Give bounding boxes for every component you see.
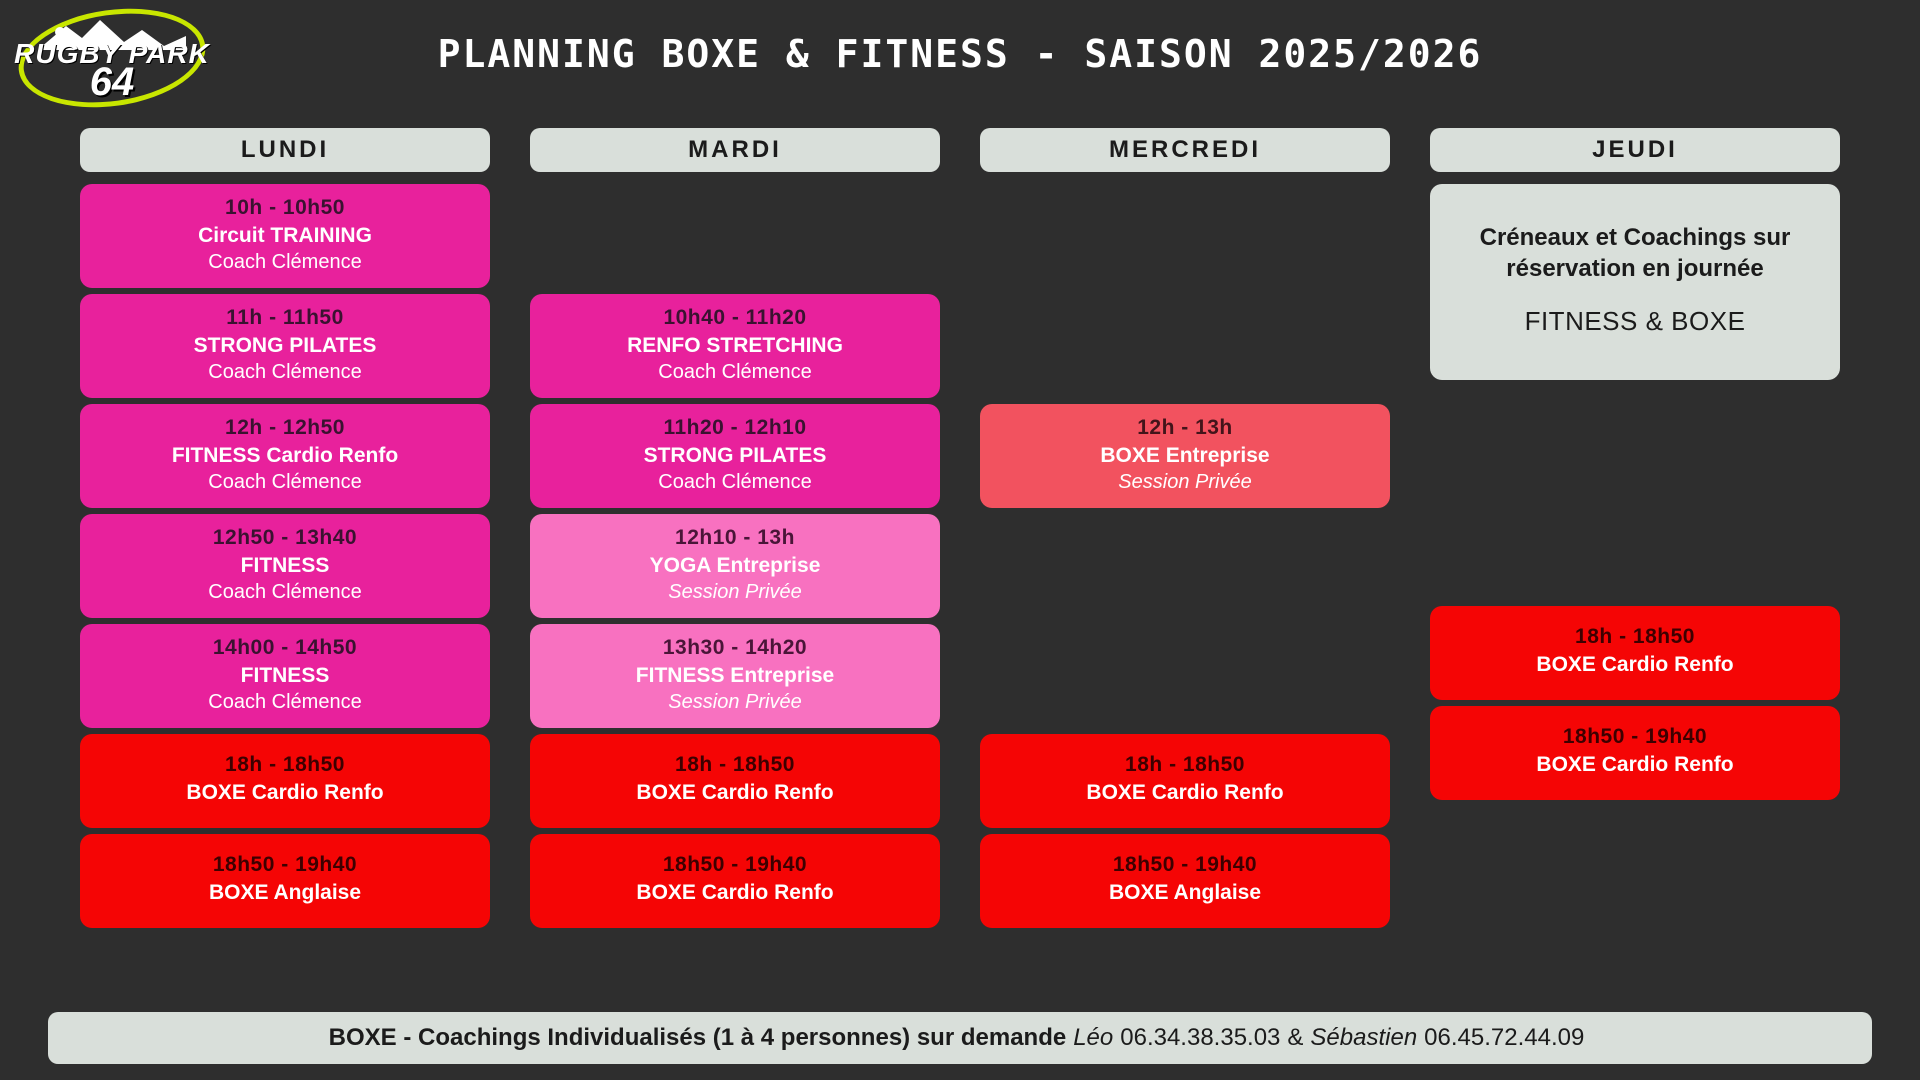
schedule-grid xyxy=(80,128,1840,928)
class-coach: Coach Clémence xyxy=(658,471,812,493)
empty-slot xyxy=(980,514,1390,618)
class-time: 18h50 - 19h40 xyxy=(1112,852,1258,876)
class-card[interactable] xyxy=(1430,606,1840,700)
class-card[interactable] xyxy=(530,294,940,398)
class-card[interactable] xyxy=(80,514,490,618)
class-name: BOXE Anglaise xyxy=(208,880,362,904)
class-time: 11h20 - 12h10 xyxy=(663,416,807,439)
class-name: STRONG PILATES xyxy=(643,444,827,467)
footer-name-2: Sébastien xyxy=(1310,1024,1418,1051)
class-name: RENFO STRETCHING xyxy=(627,334,843,357)
class-time: 11h - 11h50 xyxy=(226,306,344,329)
class-name: BOXE Cardio Renfo xyxy=(636,780,834,804)
class-name: BOXE Cardio Renfo xyxy=(1536,752,1734,776)
empty-slot xyxy=(980,184,1390,288)
class-name: STRONG PILATES xyxy=(193,334,377,357)
class-name: BOXE Cardio Renfo xyxy=(1086,780,1284,804)
class-time: 18h50 - 19h40 xyxy=(662,852,808,876)
class-card[interactable] xyxy=(80,404,490,508)
class-coach: Coach Clémence xyxy=(208,471,362,493)
class-card[interactable] xyxy=(530,624,940,728)
class-time: 13h30 - 14h20 xyxy=(662,636,808,659)
day-columns xyxy=(80,184,1840,928)
class-name: FITNESS Entreprise xyxy=(635,664,835,687)
class-coach: Session Privée xyxy=(668,691,802,713)
class-time: 10h40 - 11h20 xyxy=(663,306,807,329)
class-card[interactable] xyxy=(530,734,940,828)
day-header-jeudi: JEUDI xyxy=(1430,128,1840,172)
class-card[interactable] xyxy=(80,184,490,288)
class-card[interactable] xyxy=(980,404,1390,508)
page-title: PLANNING BOXE & FITNESS - SAISON 2025/2026 xyxy=(437,32,1483,76)
class-time: 18h - 18h50 xyxy=(225,752,345,776)
class-card[interactable] xyxy=(80,624,490,728)
class-card[interactable] xyxy=(1430,706,1840,800)
class-coach: Coach Clémence xyxy=(208,251,362,273)
class-name: BOXE Anglaise xyxy=(1108,880,1262,904)
class-card[interactable] xyxy=(530,834,940,928)
info-card-reservation xyxy=(1430,184,1840,380)
class-coach: Coach Clémence xyxy=(208,691,362,713)
logo-number: 64 xyxy=(89,60,135,104)
class-name: BOXE Cardio Renfo xyxy=(636,880,834,904)
column-lundi xyxy=(80,184,490,928)
empty-slot xyxy=(980,294,1390,398)
class-name: Circuit TRAINING xyxy=(198,224,372,247)
footer-name-1: Léo xyxy=(1073,1024,1114,1051)
class-coach: Session Privée xyxy=(1118,471,1252,493)
info-card-line1: Créneaux et Coachings sur réservation en journée xyxy=(1479,223,1791,282)
class-card[interactable] xyxy=(980,734,1390,828)
day-header-lundi: LUNDI xyxy=(80,128,490,172)
class-name: FITNESS Cardio Renfo xyxy=(171,444,399,467)
column-jeudi xyxy=(1430,184,1840,800)
footer-ampersand: & xyxy=(1287,1024,1304,1051)
class-time: 12h10 - 13h xyxy=(675,526,795,549)
empty-slot xyxy=(530,184,940,288)
footer-phone-2: 06.45.72.44.09 xyxy=(1424,1024,1585,1051)
footer-contact-bar xyxy=(48,1012,1872,1064)
logo-brand: RUGBY PARK xyxy=(14,38,210,69)
class-name: BOXE Cardio Renfo xyxy=(186,780,384,804)
class-time: 12h - 13h xyxy=(1137,416,1233,439)
column-mercredi xyxy=(980,184,1390,928)
class-time: 18h - 18h50 xyxy=(675,752,795,776)
class-time: 18h - 18h50 xyxy=(1575,624,1695,648)
class-time: 18h - 18h50 xyxy=(1125,752,1245,776)
class-card[interactable] xyxy=(80,834,490,928)
class-time: 18h50 - 19h40 xyxy=(1562,724,1708,748)
class-name: BOXE Entreprise xyxy=(1100,444,1270,467)
class-name: FITNESS xyxy=(240,664,330,687)
class-name: YOGA Entreprise xyxy=(649,554,821,577)
class-card[interactable] xyxy=(80,294,490,398)
class-time: 14h00 - 14h50 xyxy=(212,636,358,659)
day-header-mardi: MARDI xyxy=(530,128,940,172)
class-card[interactable] xyxy=(80,734,490,828)
day-headers xyxy=(80,128,1840,172)
empty-slot xyxy=(980,624,1390,728)
class-card[interactable] xyxy=(530,404,940,508)
rugby-park-logo xyxy=(12,4,212,112)
footer-phone-1: 06.34.38.35.03 xyxy=(1120,1024,1281,1051)
day-header-mercredi: MERCREDI xyxy=(980,128,1390,172)
column-mardi xyxy=(530,184,940,928)
class-card[interactable] xyxy=(530,514,940,618)
class-time: 12h50 - 13h40 xyxy=(212,526,358,549)
class-name: BOXE Cardio Renfo xyxy=(1536,652,1734,676)
empty-slot xyxy=(1430,386,1840,490)
footer-text: BOXE - Coachings Individualisés (1 à 4 personnes) sur demande xyxy=(328,1024,1067,1051)
class-card[interactable] xyxy=(980,834,1390,928)
class-coach: Coach Clémence xyxy=(208,361,362,383)
class-time: 18h50 - 19h40 xyxy=(212,852,358,876)
empty-slot xyxy=(1430,496,1840,600)
class-coach: Coach Clémence xyxy=(658,361,812,383)
class-coach: Session Privée xyxy=(668,581,802,603)
class-coach: Coach Clémence xyxy=(208,581,362,603)
class-time: 10h - 10h50 xyxy=(225,196,345,219)
info-card-line2: FITNESS & BOXE xyxy=(1524,306,1746,337)
class-name: FITNESS xyxy=(240,554,330,577)
class-time: 12h - 12h50 xyxy=(225,416,345,439)
